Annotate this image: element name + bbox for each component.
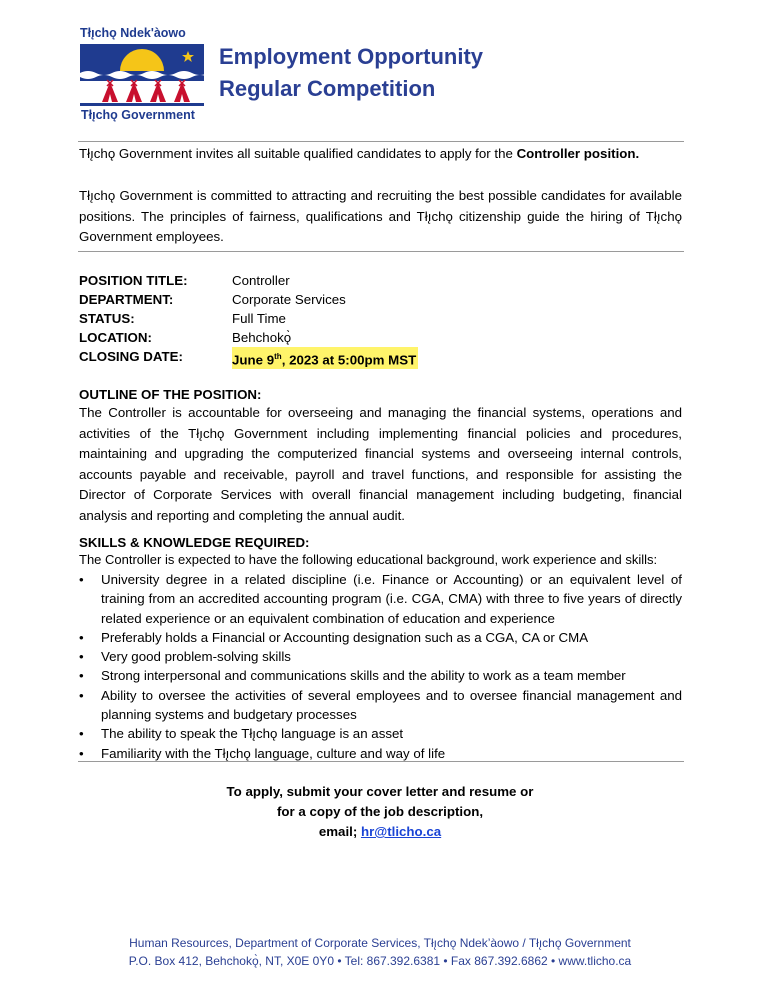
- bullet-icon: •: [79, 726, 84, 742]
- field-value: Controller: [232, 273, 290, 288]
- closing-date-rest: , 2023 at 5:00pm MST: [281, 352, 417, 368]
- footer-address-line-2: P.O. Box 412, Behchokǫ̀, NT, X0E 0Y0 • Tel: 867.392.6381 • Fax 867.392.6862 • www.tlicho.ca: [128, 954, 632, 968]
- bullet-icon: •: [79, 745, 84, 761]
- logo-top-text: Tłı̨chǫ Ndek'àowo: [80, 26, 186, 40]
- field-value: Behchokǫ̀: [232, 330, 292, 345]
- field-label: DEPARTMENT:: [79, 292, 174, 307]
- closing-date-value: [232, 347, 418, 369]
- closing-date-day: June 9: [232, 352, 275, 368]
- divider: [78, 251, 684, 252]
- intro-line-suffix: position.: [580, 146, 640, 161]
- list-item-text: Preferably holds a Financial or Accounting designation such as a CGA, CA or CMA: [101, 629, 589, 645]
- bullet-icon: •: [79, 629, 84, 645]
- page-subtitle: Regular Competition: [219, 76, 436, 101]
- divider: [78, 761, 684, 762]
- intro-line: [79, 144, 682, 165]
- list-item-text: University degree in a related discipline (i.e. Finance or Accounting) or an equivalent level of training from an accredited accounting program (i.e. CGA, CMA) with three to five years of directly related experience or an equivalent combination of education and experience: [101, 572, 682, 626]
- bullet-icon: •: [79, 687, 84, 703]
- bullet-icon: •: [79, 572, 84, 587]
- list-item-text: The ability to speak the Tłı̨chǫ language is an asset: [101, 726, 404, 742]
- field-label: STATUS:: [79, 311, 135, 326]
- apply-line-2: for a copy of the job description,: [276, 804, 484, 819]
- list-item-text: Very good problem-solving skills: [101, 649, 291, 665]
- apply-email-prefix: email;: [318, 824, 361, 839]
- logo-bottom-text: Tłı̨chǫ Government: [81, 108, 195, 122]
- skills-intro: The Controller is expected to have the following educational background, work experience and skills:: [79, 552, 658, 567]
- list-item: [79, 628, 682, 647]
- skills-heading: SKILLS & KNOWLEDGE REQUIRED:: [79, 535, 310, 550]
- bullet-icon: •: [79, 668, 84, 684]
- outline-heading: OUTLINE OF THE POSITION:: [79, 387, 262, 402]
- apply-line-1: To apply, submit your cover letter and resume or: [226, 784, 534, 799]
- page-title: Employment Opportunity: [219, 44, 483, 69]
- intro-line-text: Tłı̨chǫ Government invites all suitable qualified candidates to apply for the: [79, 146, 517, 161]
- closing-date-suffix: th: [274, 352, 282, 361]
- divider: [78, 141, 684, 142]
- list-item-text: Strong interpersonal and communications skills and the ability to work as a team member: [101, 668, 626, 684]
- list-item: [79, 666, 682, 685]
- list-item-text: Ability to oversee the activities of several employees and to oversee financial management and planning systems and budgetary processes: [101, 687, 682, 723]
- field-value: Corporate Services: [232, 292, 346, 307]
- email-link[interactable]: hr@tlicho.ca: [360, 824, 442, 839]
- field-label: LOCATION:: [79, 330, 152, 345]
- list-item: [79, 570, 682, 628]
- field-label: POSITION TITLE:: [79, 273, 188, 288]
- intro-paragraph: Tłı̨chǫ Government is committed to attracting and recruiting the best possible candidates for available positions. The principles of fairness, qualifications and Tłı̨chǫ citizenship guide the hiring of Tłı̨chǫ Government employees.: [79, 188, 682, 244]
- skills-list: [79, 570, 682, 763]
- outline-body: The Controller is accountable for overseeing and managing the financial systems, operations and activities of the Tłı̨chǫ Government including implementing financial policies and procedures, maintaining and upgrading the computerized financial systems and overseeing internal controls, accounts payable and receivable, payroll and travel functions, and responsible for assisting the Director of Corporate Services with overall financial management including budgeting, financial analysis and reporting and completing the annual audit.: [79, 405, 682, 523]
- apply-line-3: [0, 822, 760, 842]
- list-item: [79, 686, 682, 725]
- field-label: CLOSING DATE:: [79, 349, 183, 364]
- list-item: [79, 724, 682, 743]
- tlicho-flag-logo-icon: [80, 44, 204, 106]
- list-item: [79, 647, 682, 666]
- bullet-icon: •: [79, 649, 84, 665]
- list-item-text: Familiarity with the Tłı̨chǫ language, culture and way of life: [101, 745, 446, 761]
- intro-position-name: Controller: [516, 146, 581, 161]
- field-value: Full Time: [232, 311, 286, 326]
- footer-address-line-1: Human Resources, Department of Corporate Services, Tłı̨chǫ Ndek’àowo / Tłı̨chǫ Government: [129, 936, 631, 950]
